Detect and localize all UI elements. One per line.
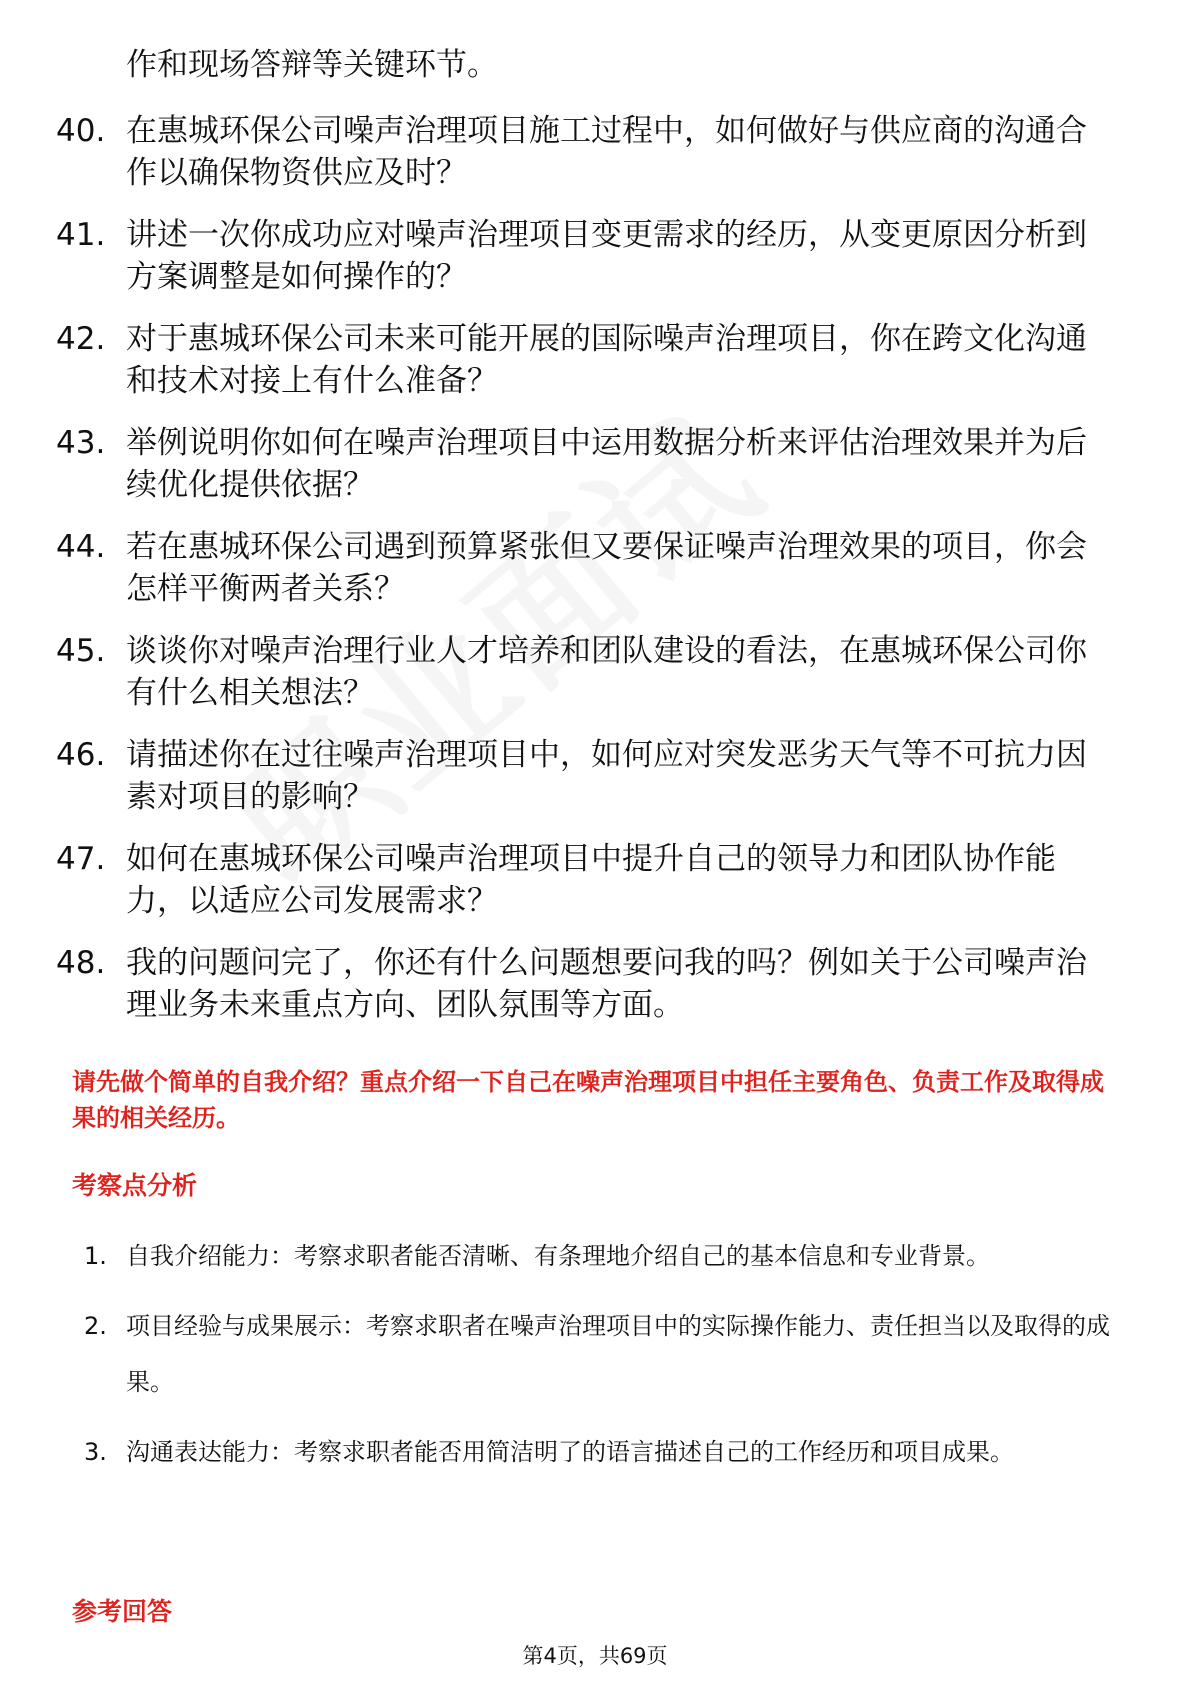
question-text: 讲述一次你成功应对噪声治理项目变更需求的经历，从变更原因分析到方案调整是如何操作的？: [126, 217, 1087, 295]
question-number: 43.: [56, 425, 106, 461]
analysis-text: 自我介绍能力：考察求职者能否清晰、有条理地介绍自己的基本信息和专业背景。: [126, 1242, 990, 1270]
question-number: 41.: [56, 217, 106, 253]
question-text: 举例说明你如何在噪声治理项目中运用数据分析来评估治理效果并为后续优化提供依据？: [126, 425, 1087, 503]
reference-answer-title: 参考回答: [72, 1597, 173, 1626]
question-item: [56, 526, 1116, 610]
page-footer: 第4页，共69页: [522, 1644, 668, 1668]
question-item: [56, 318, 1116, 402]
question-text: 对于惠城环保公司未来可能开展的国际噪声治理项目，你在跨文化沟通和技术对接上有什么准备？: [126, 321, 1087, 399]
question-text: 在惠城环保公司噪声治理项目施工过程中，如何做好与供应商的沟通合作以确保物资供应及时？: [126, 113, 1087, 191]
question-item: [56, 838, 1116, 922]
analysis-number: 1.: [84, 1242, 107, 1270]
question-item: [56, 214, 1116, 298]
analysis-item: [84, 1228, 1124, 1284]
continuation-text: 作和现场答辩等关键环节。: [126, 47, 498, 83]
question-number: 44.: [56, 529, 106, 565]
analysis-item: [84, 1424, 1124, 1480]
question-number: 48.: [56, 945, 106, 981]
question-text: 谈谈你对噪声治理行业人才培养和团队建设的看法，在惠城环保公司你有什么相关想法？: [126, 633, 1087, 711]
question-text: 请描述你在过往噪声治理项目中，如何应对突发恶劣天气等不可抗力因素对项目的影响？: [126, 737, 1087, 815]
question-list: [56, 110, 1116, 1046]
question-item: [56, 630, 1116, 714]
highlight-question: 请先做个简单的自我介绍？重点介绍一下自己在噪声治理项目中担任主要角色、负责工作及取得成果的相关经历。: [72, 1068, 1104, 1132]
question-text: 如何在惠城环保公司噪声治理项目中提升自己的领导力和团队协作能力，以适应公司发展需求？: [126, 841, 1056, 919]
question-number: 40.: [56, 113, 106, 149]
question-number: 47.: [56, 841, 106, 877]
analysis-text: 项目经验与成果展示：考察求职者在噪声治理项目中的实际操作能力、责任担当以及取得的成果。: [126, 1312, 1110, 1396]
analysis-item: [84, 1298, 1124, 1410]
question-item: [56, 422, 1116, 506]
question-number: 42.: [56, 321, 106, 357]
analysis-number: 3.: [84, 1438, 107, 1466]
question-item: [56, 734, 1116, 818]
question-text: 若在惠城环保公司遇到预算紧张但又要保证噪声治理效果的项目，你会怎样平衡两者关系？: [126, 529, 1087, 607]
question-item: [56, 942, 1116, 1026]
question-number: 46.: [56, 737, 106, 773]
question-text: 我的问题问完了，你还有什么问题想要问我的吗？例如关于公司噪声治理业务未来重点方向、团队氛围等方面。: [126, 945, 1087, 1023]
analysis-number: 2.: [84, 1312, 107, 1340]
analysis-title: 考察点分析: [72, 1171, 198, 1200]
question-item: [56, 110, 1116, 194]
question-number: 45.: [56, 633, 106, 669]
analysis-list: [84, 1228, 1124, 1494]
analysis-text: 沟通表达能力：考察求职者能否用简洁明了的语言描述自己的工作经历和项目成果。: [126, 1438, 1014, 1466]
